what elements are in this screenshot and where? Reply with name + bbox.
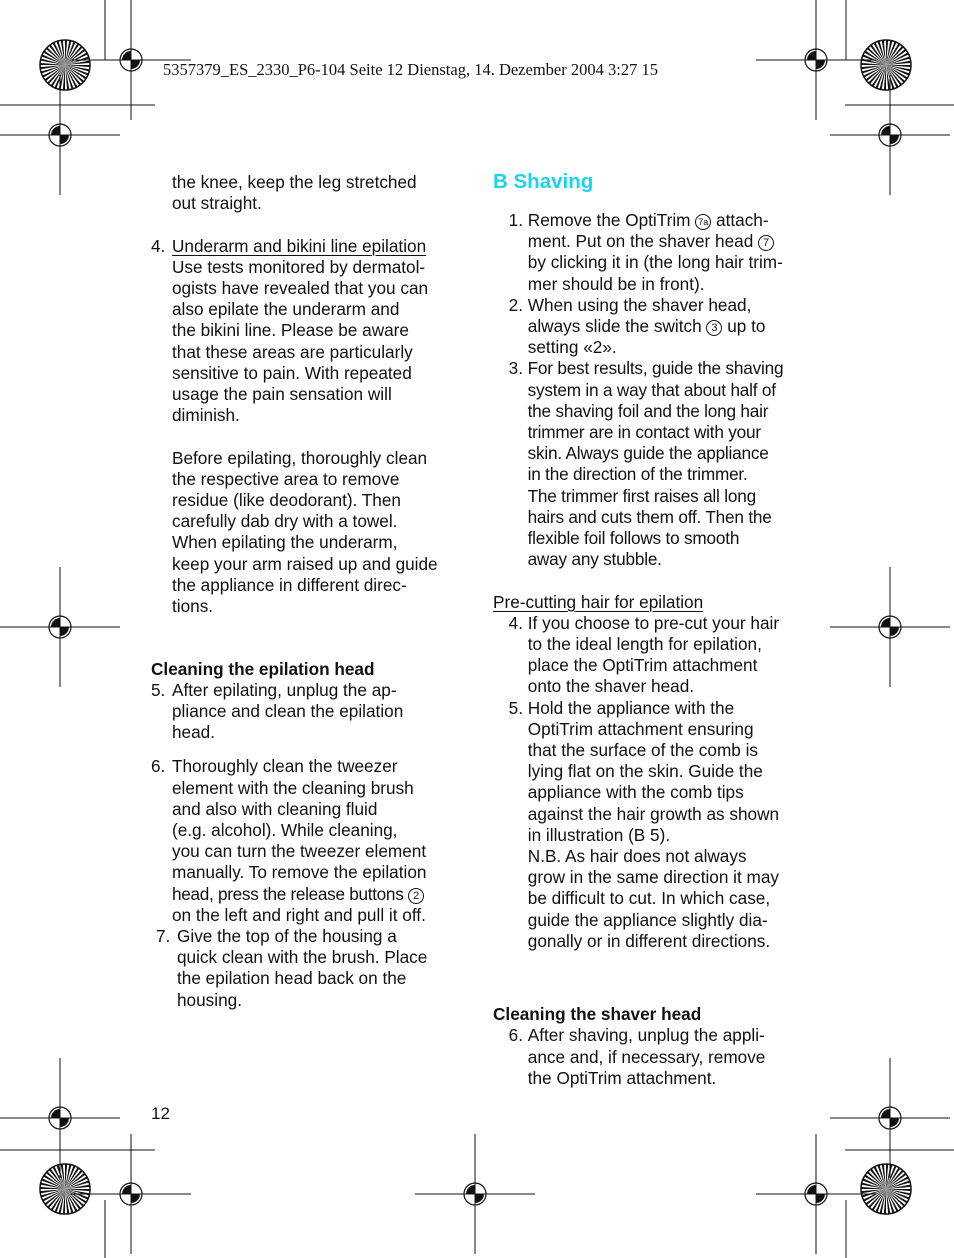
list-item-4: 4. If you choose to pre-cut your hair to the ideal length for epilation, place the OptiTrim attachment onto the shaver head. [508,612,780,697]
page-number: 12 [151,1104,170,1123]
registration-mark [756,0,876,120]
list-item-5: 5. Hold the appliance with the OptiTrim attachment ensuring that the surface of the comb is lying flat on the skin. Guide the appliance with the comb tips against the hair growth as shown in illustration (B 5). N.B. As hair does not always grow in the same direction it may be difficult to cut. In which case, guide the appliance slightly dia- gonally or in different directions. [508,697,780,951]
list-item-3: 3. For best results, guide the shaving system in a way that about half of the shaving foil and the long hair trimmer are in contact with your skin. Always guide the appliance in the direction of the trimmer. The trimmer first raises all long hairs and cuts them off. Then the flexible foil follows to smooth away any stubble. [508,358,784,570]
registration-mark [830,1058,950,1178]
registration-mark [830,75,950,195]
calibration-star [40,1164,90,1214]
list-item-5: 5. After epilating, unplug the ap- pliance and clean the epilation head. [151,679,404,743]
registration-mark [0,567,120,687]
list-item-2: 2. When using the shaver head, always slide the switch 3 up to setting «2». [508,294,766,358]
section-heading-cleaning-shaver: Cleaning the shaver head [493,1004,702,1025]
calibration-star [861,40,911,90]
registration-mark [415,1134,535,1254]
list-item-6: 6. After shaving, unplug the appli- ance and, if necessary, remove the OptiTrim attachment. [508,1025,766,1088]
calibration-star [40,40,90,90]
registration-mark [756,1134,876,1254]
print-header: 5357379_ES_2330_P6-104 Seite 12 Dienstag, 14. Dezember 2004 3:27 15 [163,60,658,79]
registration-mark [830,567,950,687]
section-heading-precutting: Pre-cutting hair for epilation [493,591,704,612]
calibration-star [861,1164,911,1214]
list-item-1: 1. Remove the OptiTrim 7a attach- ment. Put on the shaver head 7 by clicking it in (the long hair trim- mer should be in front). [508,210,783,294]
right-column [493,172,813,1089]
list-item-4: 4. Underarm and bikini line epilation Use tests monitored by dermatol- ogists have revealed that you can also epilate the underarm and the bikini line. Please be aware that these areas are particularly sensitive to pain. With repeated usage the pain sensation will diminish. Before epilating, thoroughly clean the respective area to remove residue (like deodorant). Then carefully dab dry with a towel. When epilating the underarm, keep your arm raised up and guide the appliance in different direc- tions. [151,236,461,618]
intro-text: the knee, keep the leg stretched out straight. [172,172,417,214]
list-item-7: 7. Give the top of the housing a quick clean with the brush. Place the epilation head back on the housing. [156,926,428,1010]
reference-number: 2 [408,888,424,904]
registration-mark [0,75,120,195]
reference-number: 7 [758,235,774,251]
registration-mark [0,1058,120,1178]
section-heading-cleaning-epilation: Cleaning the epilation head [151,658,375,679]
paragraph: Before epilating, thoroughly clean the respective area to remove residue (like deodorant). Then carefully dab dry with a towel. When epilating the underarm, keep your arm raised up and guide the appliance in different direc- tions. [172,447,438,617]
list-item-6: 6. Thoroughly clean the tweezer element with the cleaning brush and also with cleaning fluid (e.g. alcohol). While cleaning, you can turn the tweezer element manually. To remove the epilation head, press the release buttons 2 on the left and right and pull it off. [151,756,427,925]
section-title: B Shaving [493,170,594,193]
left-column [151,172,461,1011]
reference-number: 3 [706,320,722,336]
reference-number: 7a [695,214,711,230]
paragraph: Use tests monitored by dermatol- ogists have revealed that you can also epilate the underarm and the bikini line. Please be aware that these areas are particularly sensitive to pain. With repeated usage the pain sensation will diminish. [172,256,429,426]
section-heading-underarm: Underarm and bikini line epilation [172,235,427,256]
